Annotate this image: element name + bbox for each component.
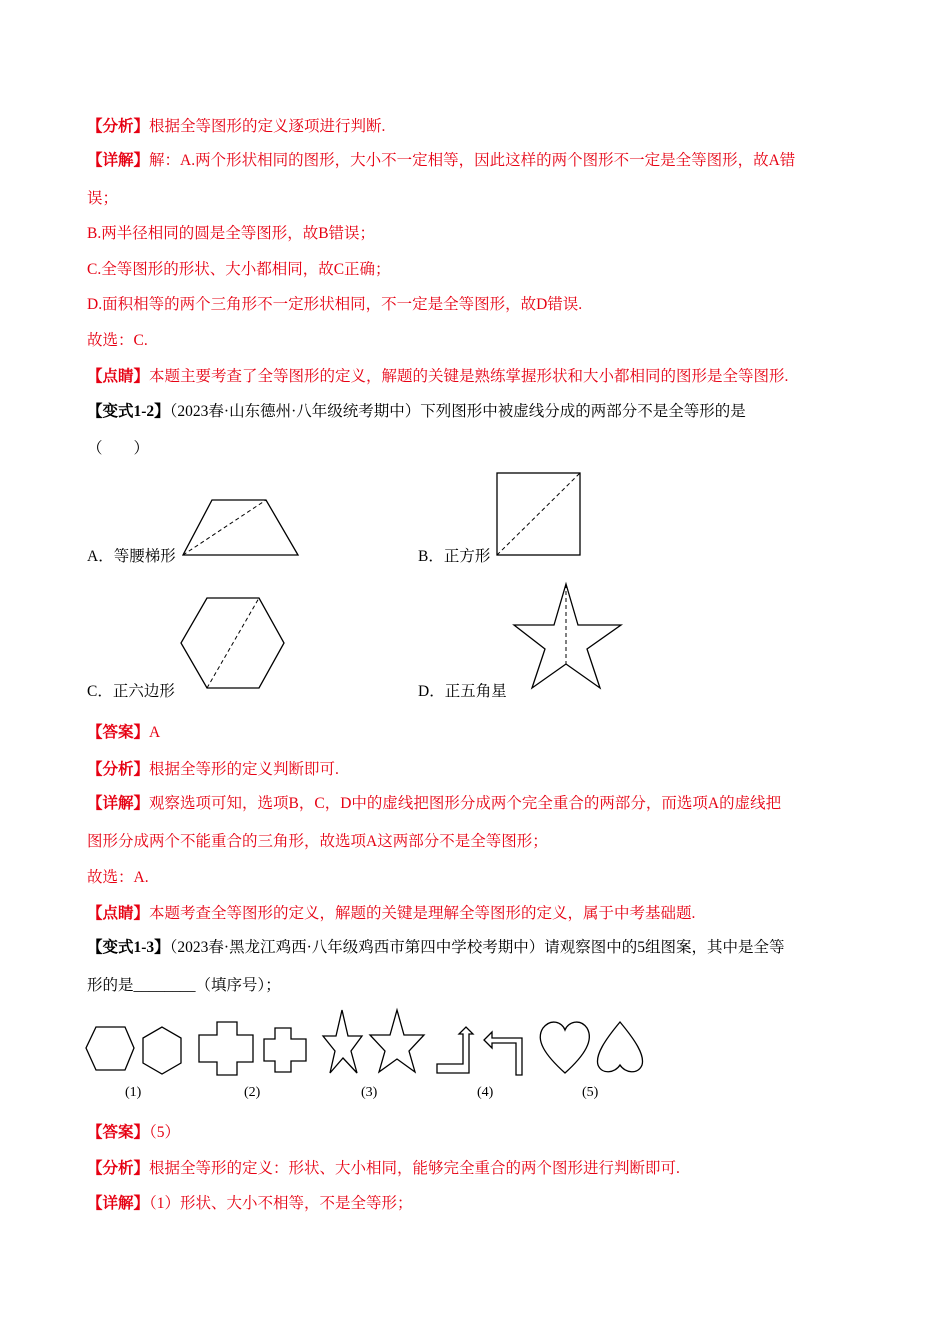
detail-text: 观察选项可知，选项B，C，D中的虚线把图形分成两个完全重合的两部分，而选项A的虚线把 — [149, 795, 782, 812]
detail-text: 图形分成两个不能重合的三角形，故选项A这两部分不是全等图形； — [87, 833, 548, 850]
question-tag: 【变式1-3】 — [87, 939, 170, 956]
comment-tag: 【点睛】 — [87, 368, 150, 385]
detail-line — [87, 1194, 413, 1214]
question-tag: 【变式1-2】 — [87, 403, 170, 420]
comment-text: 本题主要考查了全等图形的定义，解题的关键是熟练掌握形状和大小都相同的图形是全等图形. — [149, 368, 789, 385]
analysis-text: 根据全等图形的定义逐项进行判断. — [149, 118, 386, 135]
option-b-label: B．正方形 — [418, 548, 491, 565]
analysis-text: 根据全等形的定义：形状、大小相同，能够完全重合的两个图形进行判断即可. — [149, 1160, 680, 1177]
detail-text: C.全等图形的形状、大小都相同，故C正确； — [87, 261, 391, 278]
detail-text: 误； — [87, 190, 119, 207]
answer-tag: 【答案】 — [87, 1124, 150, 1141]
comment-tag: 【点睛】 — [87, 905, 150, 922]
detail-tag: 【详解】 — [87, 152, 150, 169]
detail-text: D.面积相等的两个三角形不一定形状相同，不一定是全等图形，故D错误. — [87, 296, 583, 313]
answer-bracket: （ ） — [87, 440, 150, 457]
answer-line — [87, 1123, 180, 1143]
group-label: (2) — [244, 1085, 261, 1100]
comment-text: 本题考查全等图形的定义，解题的关键是理解全等图形的定义，属于中考基础题. — [149, 905, 696, 922]
analysis-line — [87, 1159, 680, 1179]
option-d-label: D．正五角星 — [418, 683, 507, 700]
question-text: （2023春·黑龙江鸡西·八年级鸡西市第四中学校考期中）请观察图中的5组图案，其中是全等 — [169, 939, 785, 956]
analysis-text: 根据全等形的定义判断即可. — [149, 761, 339, 778]
detail-tag: 【详解】 — [87, 1195, 150, 1212]
group-label: (4) — [477, 1085, 494, 1100]
group-label: (5) — [582, 1085, 599, 1100]
detail-tag: 【详解】 — [87, 795, 150, 812]
question-text: 形的是________（填序号）； — [87, 977, 281, 994]
option-c-label: C．正六边形 — [87, 683, 175, 700]
choice-text: 故选：A. — [87, 869, 149, 886]
option-a-label: A．等腰梯形 — [87, 548, 176, 565]
answer-text: （5） — [149, 1124, 181, 1141]
question-text: （2023春·山东德州·八年级统考期中）下列图形中被虚线分成的两部分不是全等形的是 — [169, 403, 746, 420]
detail-text: B.两半径相同的圆是全等图形，故B错误； — [87, 225, 376, 242]
analysis-tag: 【分析】 — [87, 118, 150, 135]
group-label: (3) — [361, 1085, 378, 1100]
analysis-tag: 【分析】 — [87, 1160, 150, 1177]
detail-text: 解：A.两个形状相同的图形，大小不一定相等，因此这样的两个图形不一定是全等图形，故A错 — [149, 152, 796, 169]
answer-tag: 【答案】 — [87, 724, 150, 741]
analysis-tag: 【分析】 — [87, 761, 150, 778]
group-label: (1) — [125, 1085, 142, 1100]
detail-text: （1）形状、大小不相等，不是全等形； — [149, 1195, 413, 1212]
choice-text: 故选：C. — [87, 332, 148, 349]
answer-text: A — [149, 724, 161, 741]
